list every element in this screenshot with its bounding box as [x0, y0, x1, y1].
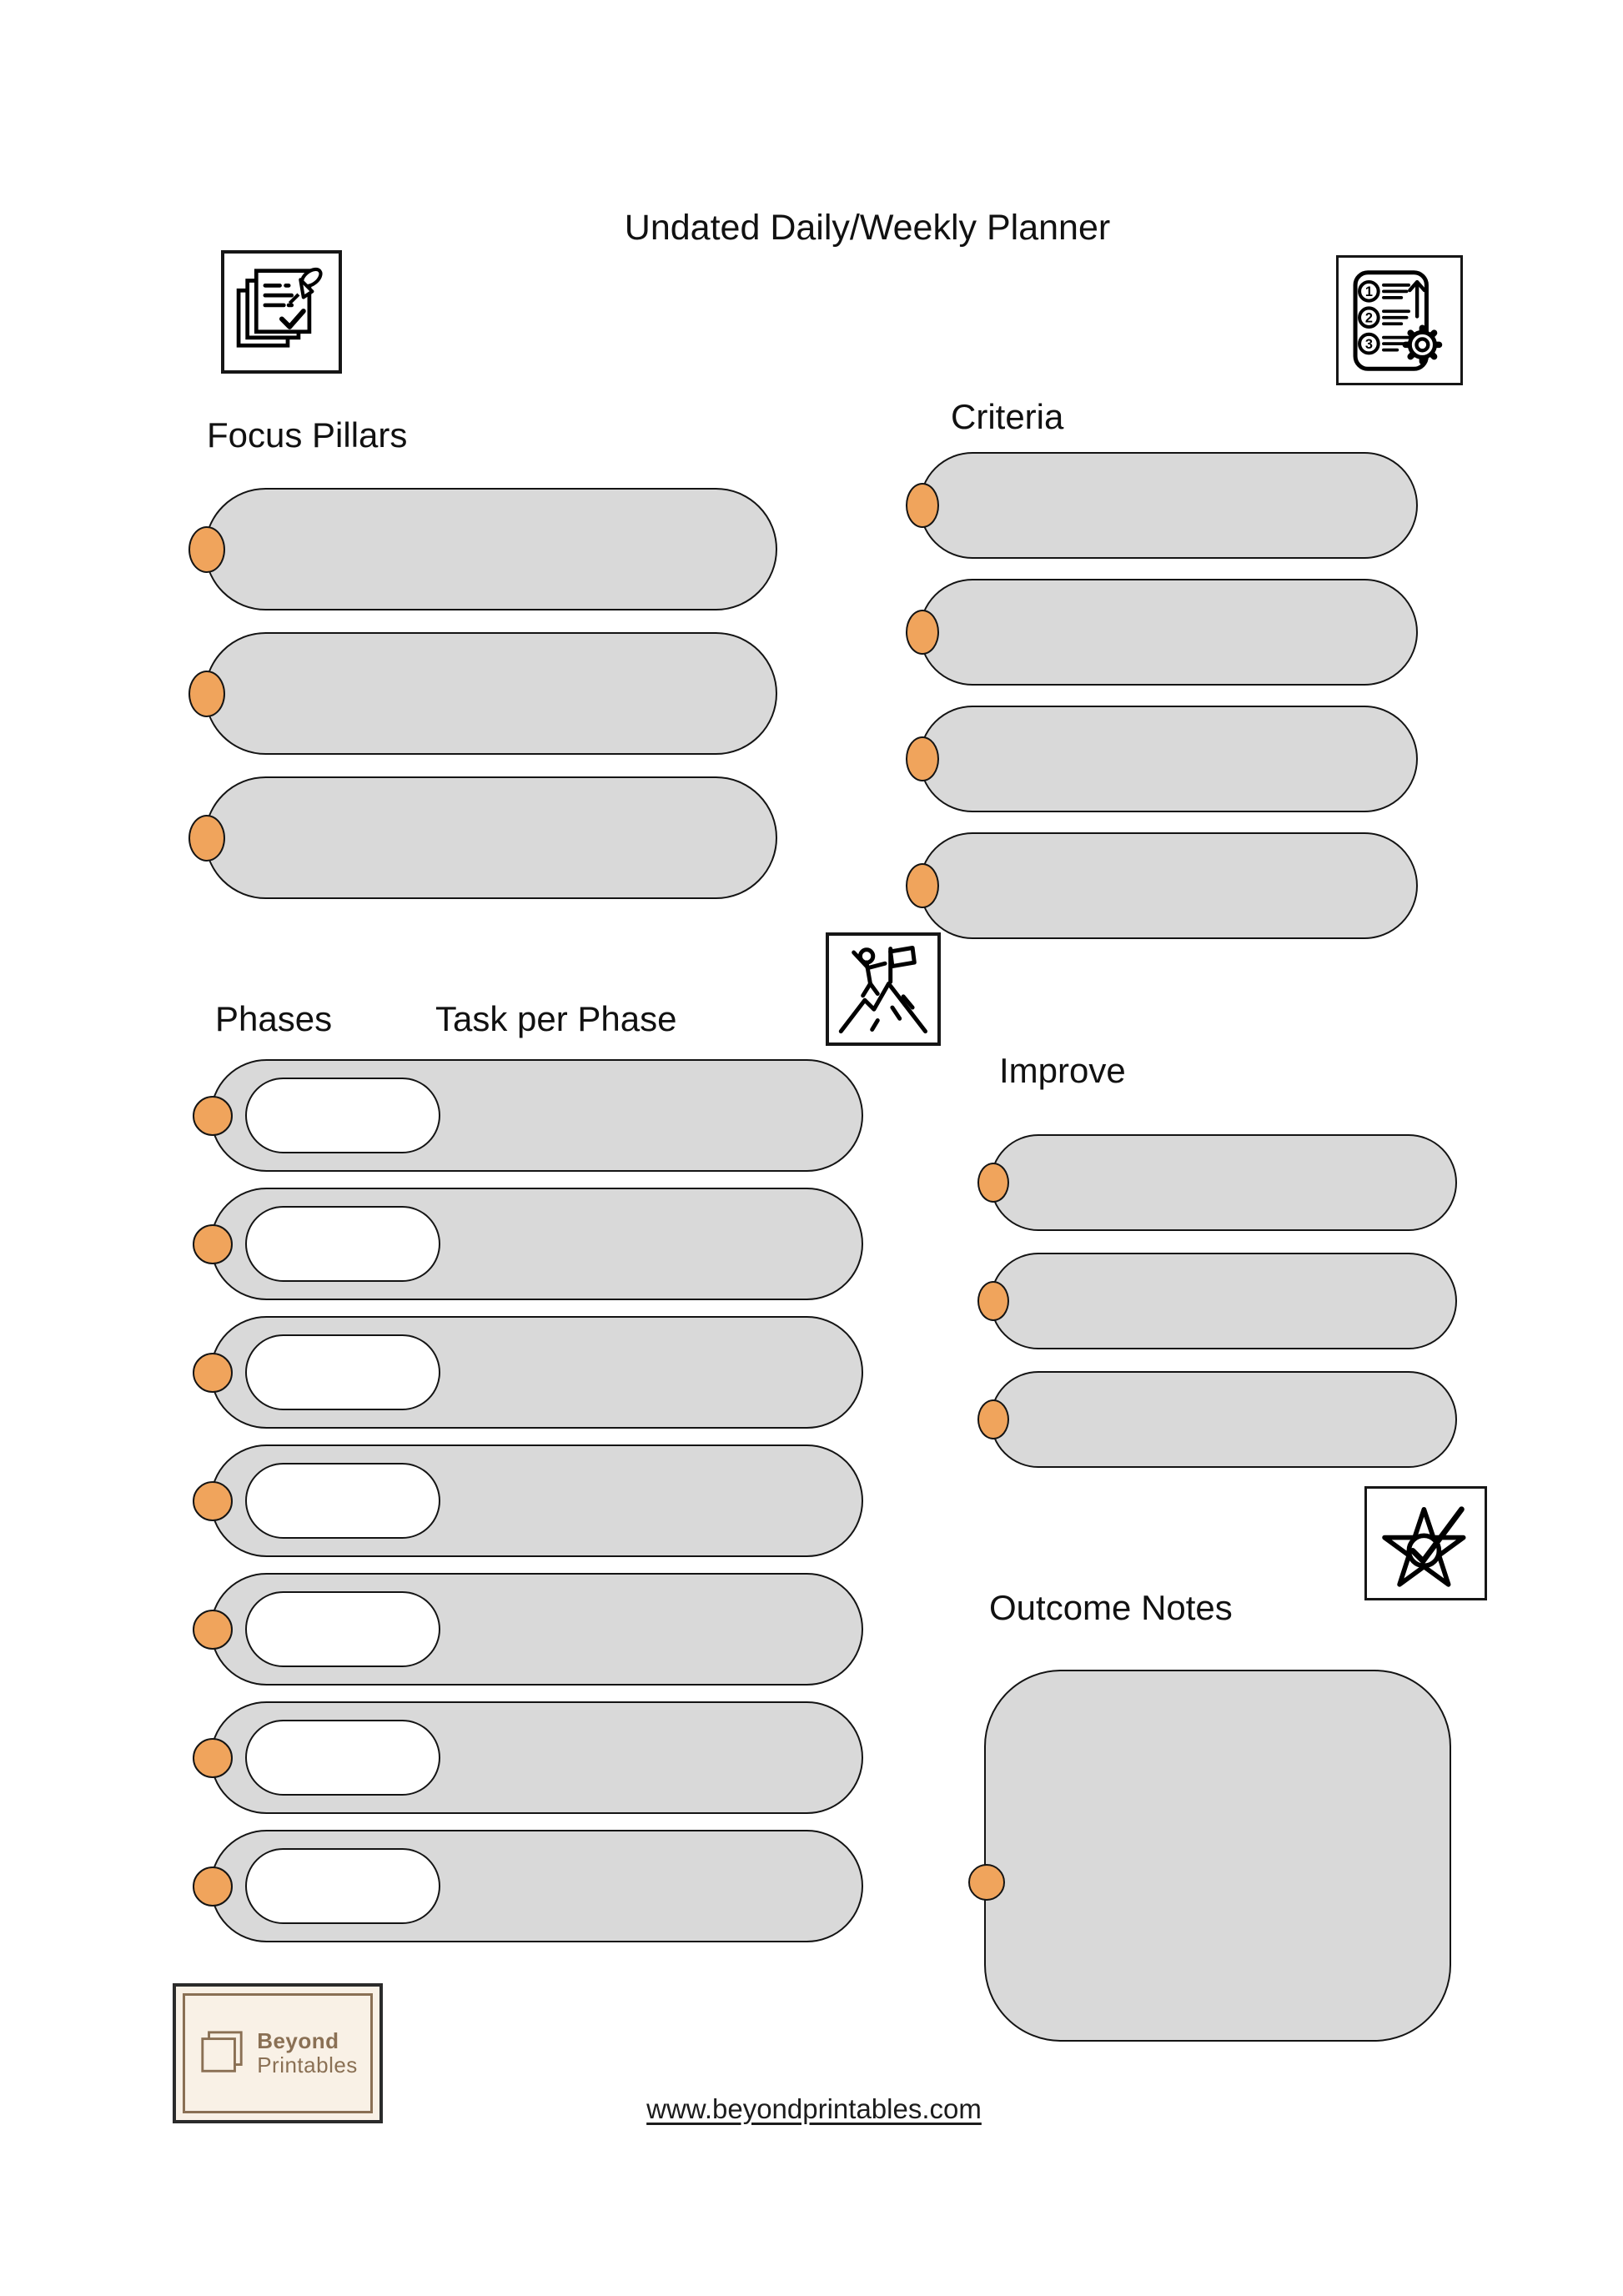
website-link[interactable]: www.beyondprintables.com: [646, 2093, 982, 2124]
connector-dot: [193, 1481, 233, 1521]
focus-pillar-slot: [204, 776, 777, 899]
phase-task-slot: [210, 1573, 863, 1686]
phase-task-slot: [210, 1059, 863, 1172]
focus-pillar-slot: [204, 488, 777, 610]
phase-task-slot: [210, 1830, 863, 1942]
phases-section: [210, 1059, 863, 1942]
overlapping-pages-icon: [198, 2029, 246, 2077]
criteria-slot: [919, 832, 1418, 939]
criteria-slot: [919, 452, 1418, 559]
summit-flag-icon: [837, 943, 930, 1035]
summit-flag-icon: [826, 932, 941, 1046]
criteria-slot: [919, 706, 1418, 812]
phase-task-slot: [210, 1444, 863, 1557]
connector-dot: [193, 1866, 233, 1907]
star-checkmark-icon: [1364, 1486, 1487, 1600]
connector-dot: [968, 1864, 1005, 1901]
connector-dot: [906, 610, 939, 655]
phase-name-slot: [245, 1334, 440, 1410]
svg-text:2: 2: [1365, 309, 1374, 325]
connector-dot: [188, 526, 225, 573]
focus-pillar-slot: [204, 632, 777, 755]
connector-dot: [977, 1399, 1009, 1439]
phase-name-slot: [245, 1848, 440, 1924]
phase-task-slot: [210, 1188, 863, 1300]
phase-name-slot: [245, 1206, 440, 1282]
phase-name-slot: [245, 1591, 440, 1667]
phases-heading: Phases: [215, 999, 333, 1038]
improve-heading: Improve: [999, 1051, 1126, 1090]
phase-name-slot: [245, 1078, 440, 1153]
svg-text:3: 3: [1365, 336, 1374, 352]
connector-dot: [193, 1353, 233, 1393]
connector-dot: [193, 1224, 233, 1264]
phase-task-slot: [210, 1316, 863, 1429]
connector-dot: [193, 1738, 233, 1778]
brand-logo-frame: [183, 1993, 373, 2113]
brand-name-line1: Beyond: [257, 2028, 339, 2054]
connector-dot: [193, 1096, 233, 1136]
outcome-notes-heading: Outcome Notes: [989, 1588, 1233, 1627]
phase-name-slot: [245, 1463, 440, 1539]
connector-dot: [906, 736, 939, 781]
outcome-notes-slot: [984, 1670, 1451, 2042]
svg-text:1: 1: [1365, 284, 1374, 299]
task-per-phase-heading: Task per Phase: [435, 999, 677, 1038]
connector-dot: [906, 863, 939, 908]
phase-name-slot: [245, 1720, 440, 1796]
criteria-slot: [919, 579, 1418, 686]
connector-dot: [188, 815, 225, 862]
criteria-heading: Criteria: [951, 397, 1064, 436]
connector-dot: [193, 1610, 233, 1650]
brand-logo: [173, 1983, 383, 2123]
brand-logo-text: [257, 2029, 358, 2077]
numbered-priorities-gear-icon: [1336, 255, 1463, 385]
connector-dot: [188, 671, 225, 717]
connector-dot: [906, 483, 939, 528]
phase-task-slot: [210, 1701, 863, 1814]
improve-slot: [990, 1253, 1457, 1349]
focus-pillars-section: [204, 488, 777, 899]
connector-dot: [977, 1281, 1009, 1321]
improve-slot: [990, 1371, 1457, 1468]
improve-slot: [990, 1134, 1457, 1231]
pinned-checklist-icon: [221, 250, 342, 374]
connector-dot: [977, 1163, 1009, 1203]
page-title: Undated Daily/Weekly Planner: [624, 208, 1111, 248]
brand-name-line2: Printables: [257, 2052, 358, 2077]
star-checkmark-icon: [1375, 1496, 1476, 1590]
criteria-section: [919, 452, 1418, 939]
numbered-priorities-gear-icon: [1347, 267, 1452, 374]
focus-pillars-heading: Focus Pillars: [207, 415, 408, 455]
pinned-checklist-icon: [233, 262, 331, 362]
improve-section: [990, 1134, 1457, 1468]
